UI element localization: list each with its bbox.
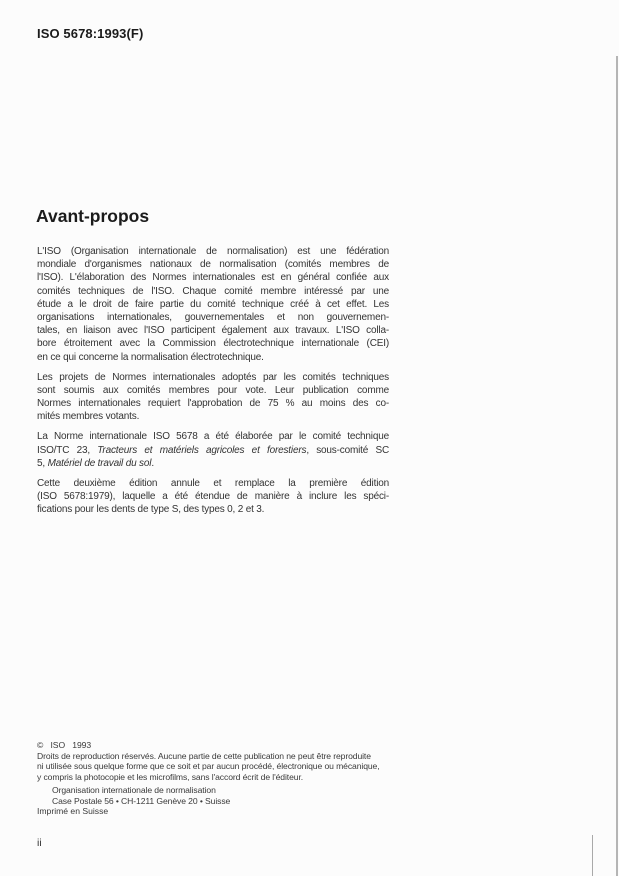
text-line [37,285,389,298]
text-line [37,311,389,324]
text-segment: Les projets de Normes internationales adoptés par les comités techniques [37,371,389,383]
text-segment: comités techniques de l'ISO. Chaque comité membre intéressé par une [37,285,389,297]
text-segment: fications pour les dents de type S, des types 0, 2 et 3. [37,504,265,516]
footer-text-line: y compris la photocopie et les microfilms, sans l'accord écrit de l'éditeur. [37,771,304,782]
scan-artifact-edge-line [616,56,618,876]
text-segment: en ce qui concerne la normalisation électrotechnique. [37,351,264,363]
document-reference: ISO 5678:1993(F) [37,26,144,41]
copyright-line: © ISO 1993 [37,740,92,750]
text-line [37,337,389,350]
text-line [37,271,389,284]
paragraph [37,371,389,424]
text-line [37,457,389,470]
text-segment: tales, en liaison avec l'ISO participent également aux travaux. L'ISO colla- [37,325,389,337]
paragraph [37,430,389,470]
text-segment: L'ISO (Organisation internationale de normalisation) est une fédération [37,246,389,257]
publisher-address [37,785,427,806]
text-line [37,503,389,516]
text-segment: Cette deuxième édition annule et remplace la première édition [37,478,389,489]
text-segment: La Norme internationale ISO 5678 a été élaborée par le comité technique [37,431,389,443]
italic-text-segment: Matériel de travail du sol [47,457,152,469]
text-line [37,384,389,397]
text-line [37,324,389,337]
text-line [37,371,389,384]
text-line [37,298,389,311]
paragraph [37,245,389,364]
footer-block [37,740,427,806]
text-line [37,351,389,364]
foreword-paragraphs [37,245,389,524]
text-segment: étude a le droit de faire partie du comité technique créé à cet effet. Les [37,298,389,310]
text-line [37,490,389,503]
section-title: Avant-propos [36,206,150,226]
printed-in: Imprimé en Suisse [37,806,109,816]
text-segment: . [151,457,154,469]
text-line [37,430,389,443]
italic-text-segment: Tracteurs et matériels agricoles et forestiers [97,444,307,456]
footer-text-line: Case Postale 56 • CH-1211 Genève 20 • Suisse [52,795,231,806]
text-line [37,477,389,490]
text-line [37,258,389,271]
text-segment: l'ISO). L'élaboration des Normes internationales est en général confiée aux [37,272,389,284]
rights-notice [37,751,427,782]
text-segment: bore étroitement avec la Commission électrotechnique internationale (CEI) [37,338,389,350]
text-segment: mités membres votants. [37,411,140,423]
footer-text-line: Organisation internationale de normalisation [52,785,216,796]
text-segment: Normes internationales requiert l'approbation de 75 % au moins des co- [37,398,389,410]
text-segment: , sous-comité SC [306,444,389,456]
text-segment: (ISO 5678:1979), laquelle a été étendue de manière à inclure les spéci- [37,491,389,503]
text-line [37,245,389,258]
paragraph [37,477,389,517]
footer-text-line: ni utilisée sous quelque forme que ce soit et par aucun procédé, électronique ou mécanique, [37,761,380,772]
text-segment: mondiale d'organismes nationaux de normalisation (comités membres de [37,259,389,271]
text-line [37,397,389,410]
text-line [37,410,389,423]
page-number: ii [37,837,42,849]
footer-text-line: Droits de reproduction réservés. Aucune partie de cette publication ne peut être reproduite [37,751,371,761]
text-segment: sont soumis aux comités membres pour vote. Leur publication comme [37,384,389,396]
text-segment: 5, [37,457,48,469]
scan-artifact-corner-line [592,835,593,876]
text-line [37,444,389,457]
text-segment: organisations internationales, gouvernementales et non gouvernemen- [37,311,389,323]
text-segment: ISO/TC 23, [37,444,98,456]
